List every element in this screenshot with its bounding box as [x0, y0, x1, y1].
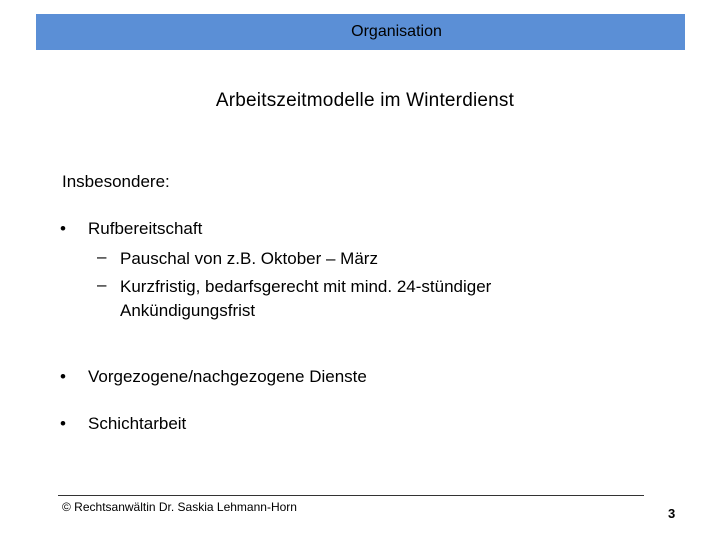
sub-item-text: Pauschal von z.B. Oktober – März — [120, 249, 378, 268]
dash-marker: – — [97, 275, 107, 294]
section-label: Organisation — [351, 23, 442, 40]
bullet-text: Vorgezogene/nachgezogene Dienste — [88, 367, 367, 386]
bullet-marker: • — [60, 367, 66, 386]
page-number: 3 — [668, 506, 676, 521]
bullet-text: Rufbereitschaft — [88, 219, 203, 238]
intro-text: Insbesondere: — [62, 172, 170, 191]
slide-title: Arbeitszeitmodelle im Winterdienst — [215, 90, 515, 111]
sub-item-text: Kurzfristig, bedarfsgerecht mit mind. 24-stündiger Ankündigungsfrist — [120, 277, 492, 320]
bullet-item-dienste — [60, 367, 367, 387]
footer-copyright: © Rechtsanwältin Dr. Saskia Lehmann-Horn — [62, 500, 297, 514]
sub-item-pauschal — [97, 247, 590, 271]
section-header-bar — [36, 14, 685, 50]
bullet-marker: • — [60, 414, 66, 433]
sub-item-kurzfristig — [97, 275, 590, 323]
dash-marker: – — [97, 247, 107, 266]
bullet-text: Schichtarbeit — [88, 414, 187, 433]
footer-divider — [58, 495, 644, 496]
bullet-item-rufbereitschaft — [60, 219, 202, 239]
bullet-item-schichtarbeit — [60, 414, 186, 434]
bullet-marker: • — [60, 219, 66, 238]
